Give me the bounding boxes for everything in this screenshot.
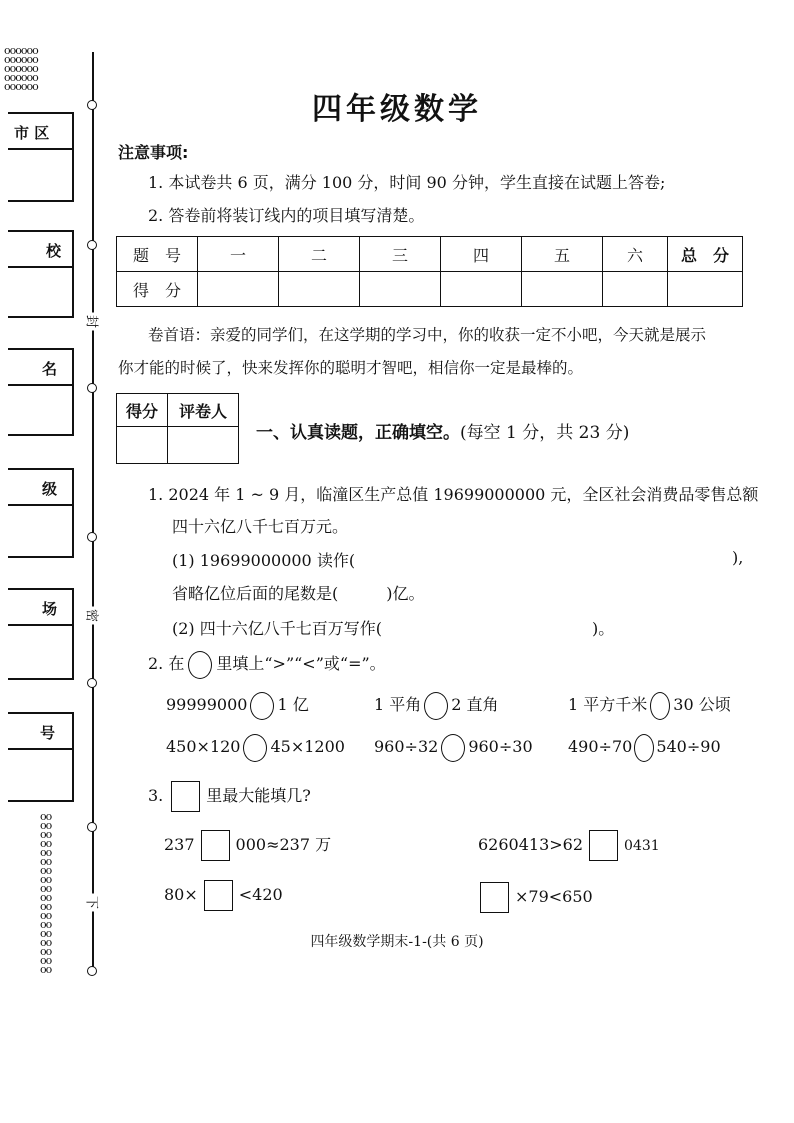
field-label-school: 校 xyxy=(46,242,62,260)
binding-holes-top: oooooo oooooo oooooo oooooo oooooo xyxy=(4,46,38,93)
answer-box[interactable] xyxy=(201,830,230,861)
field-label-room: 场 xyxy=(42,600,58,618)
preface-line: 卷首语：亲爱的同学们，在这学期的学习中，你的收获一定不小吧，今天就是展示 xyxy=(148,326,707,344)
binding-dot xyxy=(87,822,97,832)
answer-circle[interactable] xyxy=(250,692,274,720)
fill-right: 0431 xyxy=(624,838,660,854)
score-cell[interactable] xyxy=(198,272,279,307)
compare-right: 1 亿 xyxy=(277,695,309,714)
fill-right: <420 xyxy=(238,885,283,904)
square-icon xyxy=(171,781,200,812)
q3-prefix: 3. xyxy=(148,786,164,805)
binding-line xyxy=(92,52,94,972)
score-table xyxy=(116,236,743,307)
q2-suffix: 里填上“>”“<”或“=”。 xyxy=(216,654,386,673)
binding-dot xyxy=(87,966,97,976)
field-rule xyxy=(8,624,74,626)
score-cell-total[interactable] xyxy=(668,272,743,307)
compare-item xyxy=(568,690,731,720)
field-label-number: 号 xyxy=(40,724,56,742)
binding-dot xyxy=(87,240,97,250)
fill-left: 80× xyxy=(164,885,198,904)
q2-prefix: 2. 在 xyxy=(148,654,185,673)
answer-circle[interactable] xyxy=(441,734,465,762)
grader-score-label: 得分 xyxy=(117,394,168,427)
compare-left: 1 平角 xyxy=(374,695,422,714)
notes-heading: 注意事项: xyxy=(118,143,189,162)
fill-item xyxy=(164,879,283,911)
score-cell[interactable] xyxy=(360,272,441,307)
compare-left: 450×120 xyxy=(166,737,241,756)
field-box-name[interactable] xyxy=(8,348,74,436)
score-col: 一 xyxy=(198,237,279,272)
q1-part1-prompt: (1) 19699000000 读作( xyxy=(172,551,356,570)
compare-item xyxy=(568,732,721,762)
score-col: 四 xyxy=(441,237,522,272)
field-rule xyxy=(8,748,74,750)
answer-box[interactable] xyxy=(204,880,233,911)
compare-item xyxy=(166,690,309,720)
field-label-district: 市 区 xyxy=(14,124,50,142)
section-heading xyxy=(256,418,629,443)
field-rule xyxy=(8,148,74,150)
score-row-label: 题 号 xyxy=(117,237,198,272)
answer-box[interactable] xyxy=(480,882,509,913)
score-cell[interactable] xyxy=(441,272,522,307)
compare-right: 540÷90 xyxy=(656,737,721,756)
compare-right: 45×1200 xyxy=(270,737,345,756)
binding-holes-bottom: oo oo oo oo oo oo oo oo oo oo oo oo oo oo oo oo oo oo xyxy=(40,812,52,976)
grader-name-label: 评卷人 xyxy=(168,394,239,427)
score-cell[interactable] xyxy=(279,272,360,307)
score-col: 二 xyxy=(279,237,360,272)
binding-dot xyxy=(87,532,97,542)
compare-item xyxy=(166,732,345,762)
circle-icon xyxy=(188,651,212,679)
seal-char: 密 xyxy=(84,607,103,625)
grader-table xyxy=(116,393,239,464)
answer-circle[interactable] xyxy=(243,734,267,762)
fill-right: ×79<650 xyxy=(515,887,593,906)
section-title: 一、认真读题，正确填空。 xyxy=(256,423,460,443)
compare-left: 960÷32 xyxy=(374,737,439,756)
q1-line: 四十六亿八千七百万元。 xyxy=(172,517,349,536)
answer-circle[interactable] xyxy=(650,692,670,720)
compare-item xyxy=(374,690,499,720)
q3-heading xyxy=(148,780,311,812)
field-box-class[interactable] xyxy=(8,468,74,558)
score-row-label: 得 分 xyxy=(117,272,198,307)
field-box-room[interactable] xyxy=(8,588,74,680)
grader-name-cell[interactable] xyxy=(168,427,239,464)
compare-left: 1 平方千米 xyxy=(568,695,648,714)
note-item: 2. 答卷前将装订线内的项目填写清楚。 xyxy=(148,206,425,225)
compare-left: 99999000 xyxy=(166,695,248,714)
score-col-total: 总 分 xyxy=(668,237,743,272)
q1-part2-close: )。 xyxy=(592,619,615,638)
field-box-school[interactable] xyxy=(8,230,74,318)
fill-item xyxy=(480,881,593,913)
section-note: (每空 1 分，共 23 分) xyxy=(460,423,630,443)
page-footer: 四年级数学期末-1-(共 6 页) xyxy=(310,934,484,950)
compare-right: 30 公顷 xyxy=(673,695,731,714)
compare-right: 960÷30 xyxy=(468,737,533,756)
fill-right: 000≈237 万 xyxy=(235,835,332,854)
field-label-class: 级 xyxy=(42,480,58,498)
score-col: 五 xyxy=(522,237,603,272)
q3-suffix: 里最大能填几? xyxy=(206,786,311,805)
answer-box[interactable] xyxy=(589,830,618,861)
fill-item xyxy=(164,829,331,861)
score-col: 三 xyxy=(360,237,441,272)
fill-left: 6260413>62 xyxy=(478,835,584,854)
fill-item xyxy=(478,829,660,862)
binding-dot xyxy=(87,383,97,393)
q1-part1-round xyxy=(172,581,425,604)
binding-dot xyxy=(87,678,97,688)
q1-line: 1. 2024 年 1 ~ 9 月，临潼区生产总值 19699000000 元，全区社会消费品零售总额 xyxy=(148,485,759,504)
q1-round-prompt: 省略亿位后面的尾数是( xyxy=(172,584,339,603)
q2-heading xyxy=(148,649,386,679)
q1-part2-prompt: (2) 四十六亿八千七百万写作( xyxy=(172,619,382,638)
score-col: 六 xyxy=(603,237,668,272)
seal-char: 封 xyxy=(84,313,103,331)
answer-circle[interactable] xyxy=(424,692,448,720)
preface-line: 你才能的时候了，快来发挥你的聪明才智吧，相信你一定是最棒的。 xyxy=(118,359,584,377)
score-cell[interactable] xyxy=(603,272,668,307)
field-label-name: 名 xyxy=(42,360,58,378)
field-rule xyxy=(8,384,74,386)
q1-part1-close: ), xyxy=(732,548,744,567)
grader-score-cell[interactable] xyxy=(117,427,168,464)
compare-item xyxy=(374,732,533,762)
q1-round-close: )亿。 xyxy=(386,584,425,603)
fill-left: 237 xyxy=(164,835,195,854)
field-rule xyxy=(8,504,74,506)
answer-circle[interactable] xyxy=(634,734,654,762)
compare-left: 490÷70 xyxy=(568,737,633,756)
field-rule xyxy=(8,266,74,268)
page-title: 四年级数学 xyxy=(312,92,482,127)
note-item: 1. 本试卷共 6 页，满分 100 分，时间 90 分钟，学生直接在试题上答卷; xyxy=(148,173,666,192)
score-cell[interactable] xyxy=(522,272,603,307)
seal-char: 下 xyxy=(84,894,103,912)
compare-right: 2 直角 xyxy=(451,695,499,714)
